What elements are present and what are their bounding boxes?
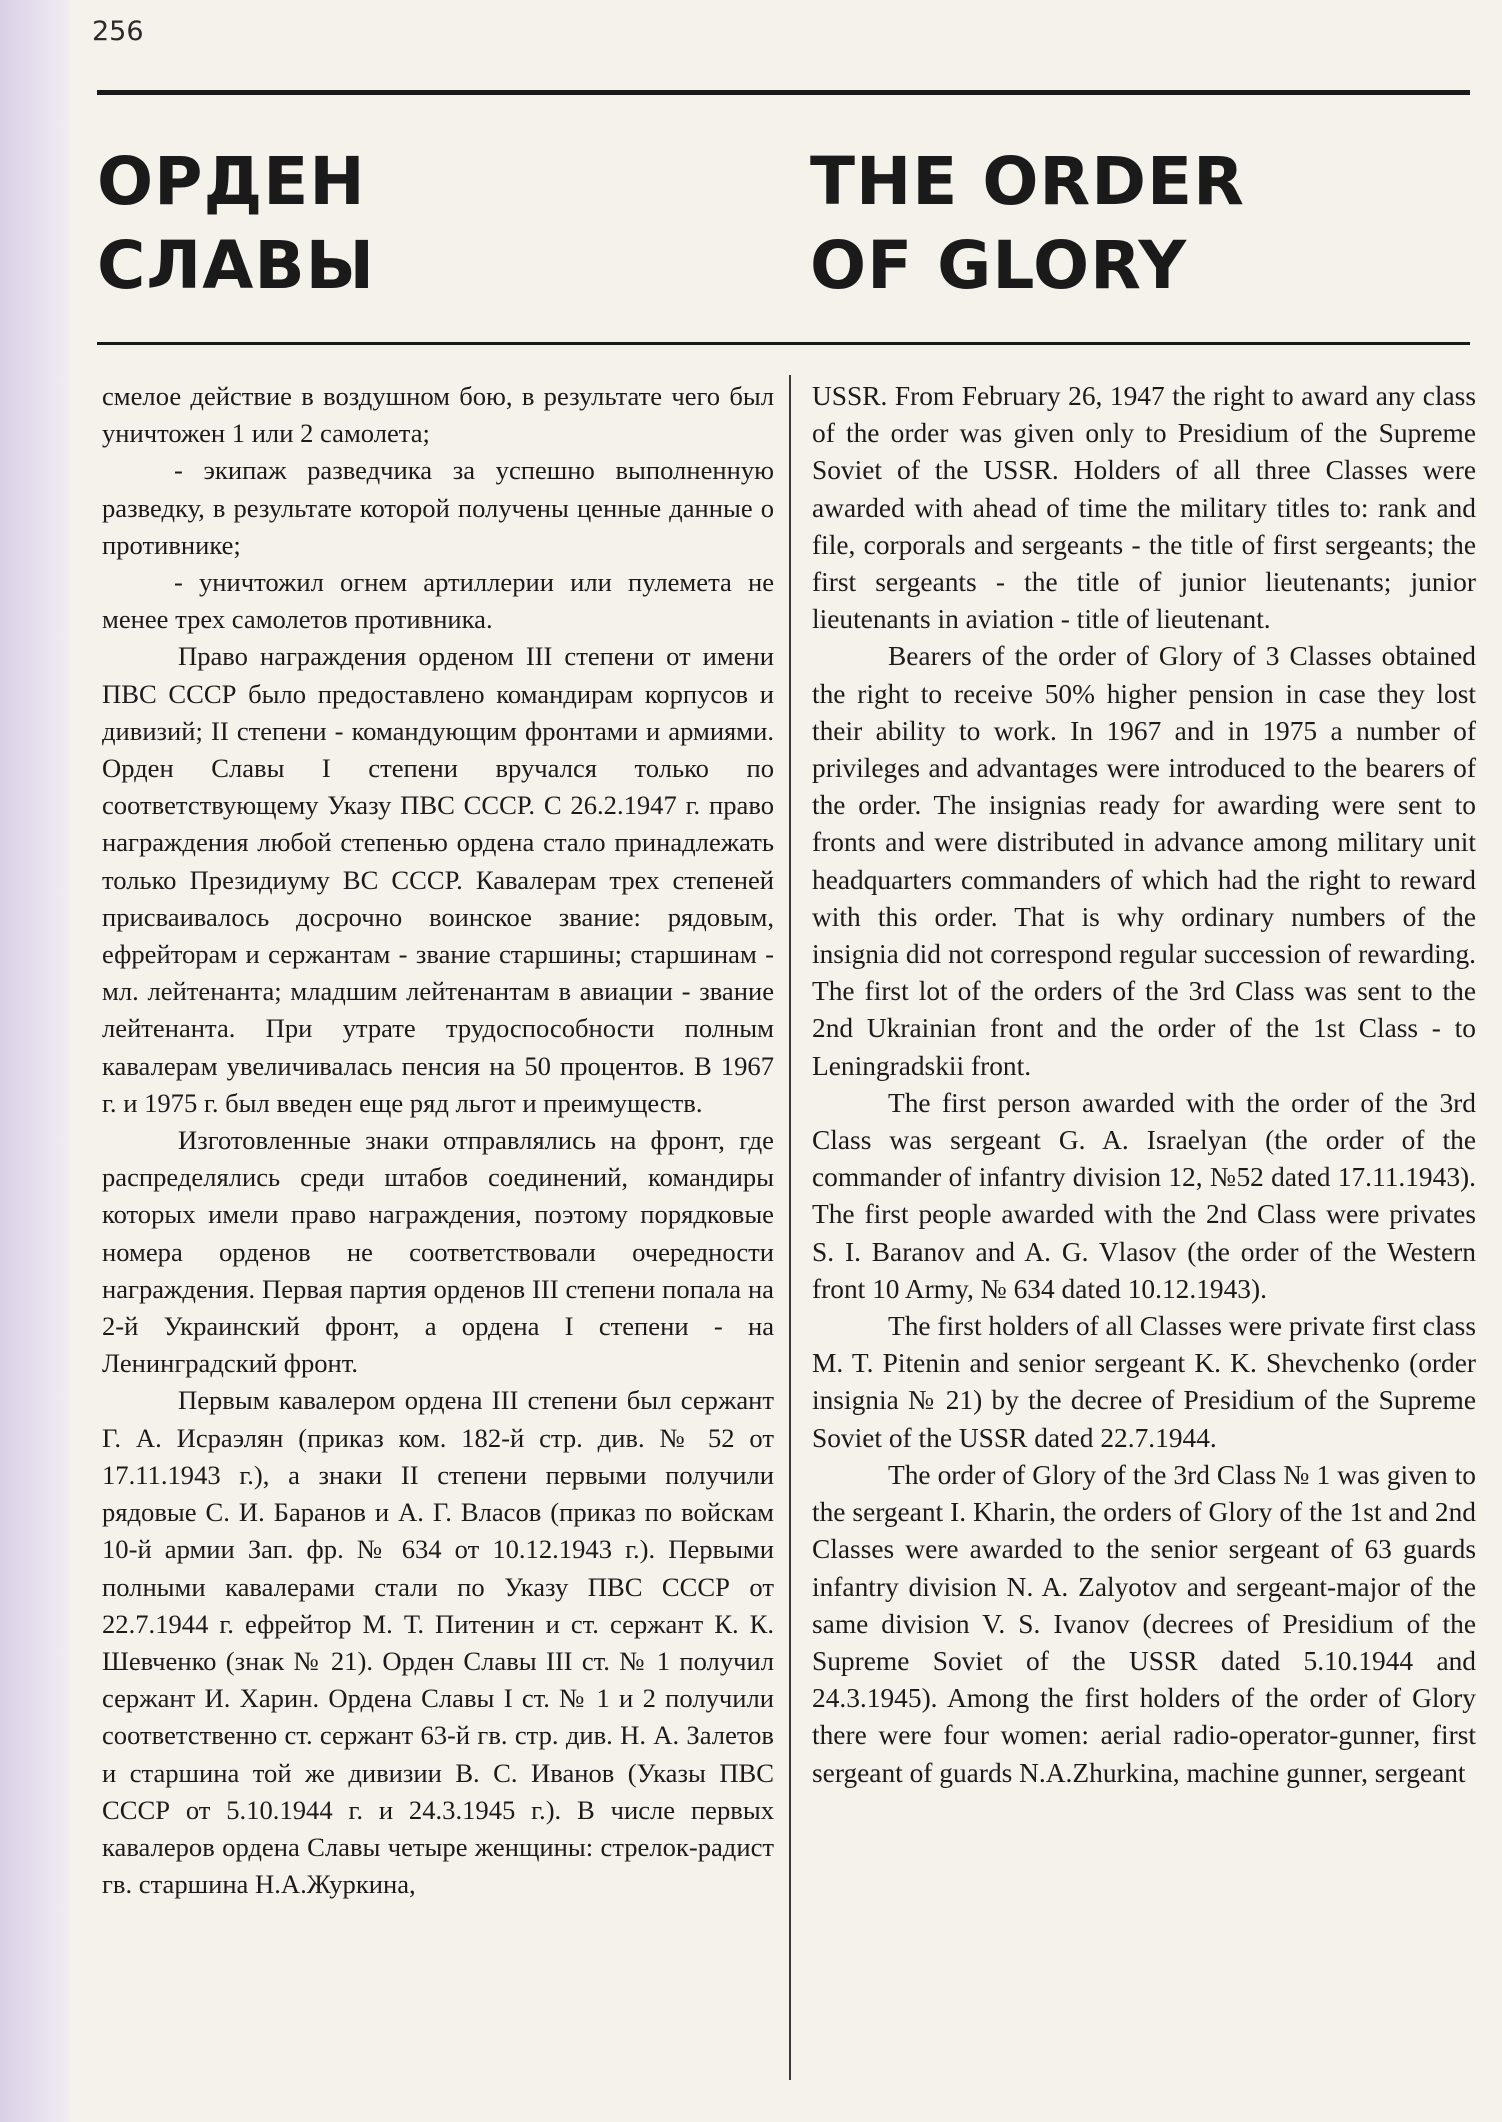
- russian-list-item: - экипаж разведчика за успешно выполненную разведку, в результате которой получены ценные данные о противнике;: [102, 455, 774, 560]
- column-divider: [789, 375, 791, 2080]
- header-rule-top: [97, 90, 1470, 95]
- english-paragraph: USSR. From February 26, 1947 the right to award any class of the order was given only to Presidium of the Supreme Soviet of the USSR. Holders of all three Classes were awarded with ahead of time the military titles to: rank and file, corporals and sergeants - the title of first sergeants; the first sergeants - the title of junior lieutenants; junior lieutenants in aviation - title of lieutenant.: [812, 381, 1476, 635]
- english-paragraph: The first holders of all Classes were private first class M. T. Pitenin and senior sergeant K. K. Shevchenko (order insignia № 21) by the decree of Presidium of the Supreme Soviet of the USSR dated 22.7.1944.: [812, 1311, 1476, 1453]
- title-russian-line-2: СЛАВЫ: [97, 227, 376, 304]
- russian-paragraph: Право награждения орденом III степени от имени ПВС СССР было предоставлено командирам корпусов и дивизий; II степени - командующим фронтами и армиями. Орден Славы I степени вручался только по соответствующему Указу ПВС СССР. С 26.2.1947 г. право награждения любой степенью ордена стало принадлежать только Президиуму ВС СССР. Кавалерам трех степеней присваивалось досрочно воинское звание: рядовым, ефрейторам и сержантам - звание старшины; старшинам - мл. лейтенанта; младшим лейтенантам в авиации - звание лейтенанта. При утрате трудоспособности полным кавалерам увеличивалась пенсия на 50 процентов. В 1967 г. и 1975 г. был введен еще ряд льгот и преимуществ.: [102, 641, 774, 1118]
- title-english-line-1: THE ORDER: [810, 143, 1245, 220]
- english-column: [812, 378, 1476, 1792]
- english-paragraph: The order of Glory of the 3rd Class № 1 was given to the sergeant I. Kharin, the orders of Glory of the 1st and 2nd Classes were awarded to the senior sergeant of 63 guards infantry division N. A. Zalyotov and sergeant-major of the same division V. S. Ivanov (decrees of Presidium of the Supreme Soviet of the USSR dated 5.10.1944 and 24.3.1945). Among the first holders of the order of Glory there were four women: aerial radio-operator-gunner, first sergeant of guards N.A.Zhurkina, machine gunner, sergeant: [812, 1459, 1476, 1788]
- russian-paragraph: Изготовленные знаки отправлялись на фронт, где распределялись среди штабов соединений, командиры которых имели право награждения, поэтому порядковые номера орденов не соответствовали очередности награждения. Первая партия орденов III степени попала на 2-й Украинский фронт, а ордена I степени - на Ленинградский фронт.: [102, 1125, 774, 1379]
- english-paragraph: The first person awarded with the order of the 3rd Class was sergeant G. A. Israelyan (the order of the commander of infantry division 12, №52 dated 17.11.1943). The first people awarded with the 2nd Class were privates S. I. Baranov and A. G. Vlasov (the order of the Western front 10 Army, № 634 dated 10.12.1943).: [812, 1087, 1476, 1304]
- page-edge-tint: [0, 0, 70, 2122]
- russian-column: [102, 378, 774, 1903]
- russian-list-item: - уничтожил огнем артиллерии или пулемета не менее трех самолетов противника.: [102, 567, 774, 635]
- page-number: 256: [92, 16, 144, 47]
- title-russian-line-1: ОРДЕН: [97, 143, 366, 220]
- title-russian: [97, 140, 375, 308]
- title-english: [810, 140, 1245, 308]
- russian-paragraph: смелое действие в воздушном бою, в результате чего был уничтожен 1 или 2 самолета;: [102, 381, 774, 449]
- english-paragraph: Bearers of the order of Glory of 3 Classes obtained the right to receive 50% higher pension in case they lost their ability to work. In 1967 and in 1975 a number of privileges and advantages were introduced to the bearers of the order. The insignias ready for awarding were sent to fronts and were distributed in advance among military unit headquarters commanders of which had the right to reward with this order. That is why ordinary numbers of the insignia did not correspond regular succession of rewarding. The first lot of the orders of the 3rd Class was sent to the 2nd Ukrainian front and the order of the 1st Class - to Leningradskii front.: [812, 641, 1476, 1081]
- russian-paragraph: Первым кавалером ордена III степени был сержант Г. А. Исраэлян (приказ ком. 182-й стр. див. № 52 от 17.11.1943 г.), а знаки II степени первыми получили рядовые С. И. Баранов и А. Г. Власов (приказ по войскам 10-й армии Зап. фр. № 634 от 10.12.1943 г.). Первыми полными кавалерами стали по Указу ПВС СССР от 22.7.1944 г. ефрейтор М. Т. Питенин и ст. сержант К. К. Шевченко (знак № 21). Орден Славы III ст. № 1 получил сержант И. Харин. Ордена Славы I ст. № 1 и 2 получили соответственно ст. сержант 63-й гв. стр. див. Н. А. Залетов и старшина той же дивизии В. С. Иванов (Указы ПВС СССР от 5.10.1944 г. и 24.3.1945 г.). В числе первых кавалеров ордена Славы четыре женщины: стрелок-радист гв. старшина Н.А.Журкина,: [102, 1385, 774, 1900]
- header-rule-bottom: [97, 342, 1470, 345]
- title-english-line-2: OF GLORY: [810, 227, 1188, 304]
